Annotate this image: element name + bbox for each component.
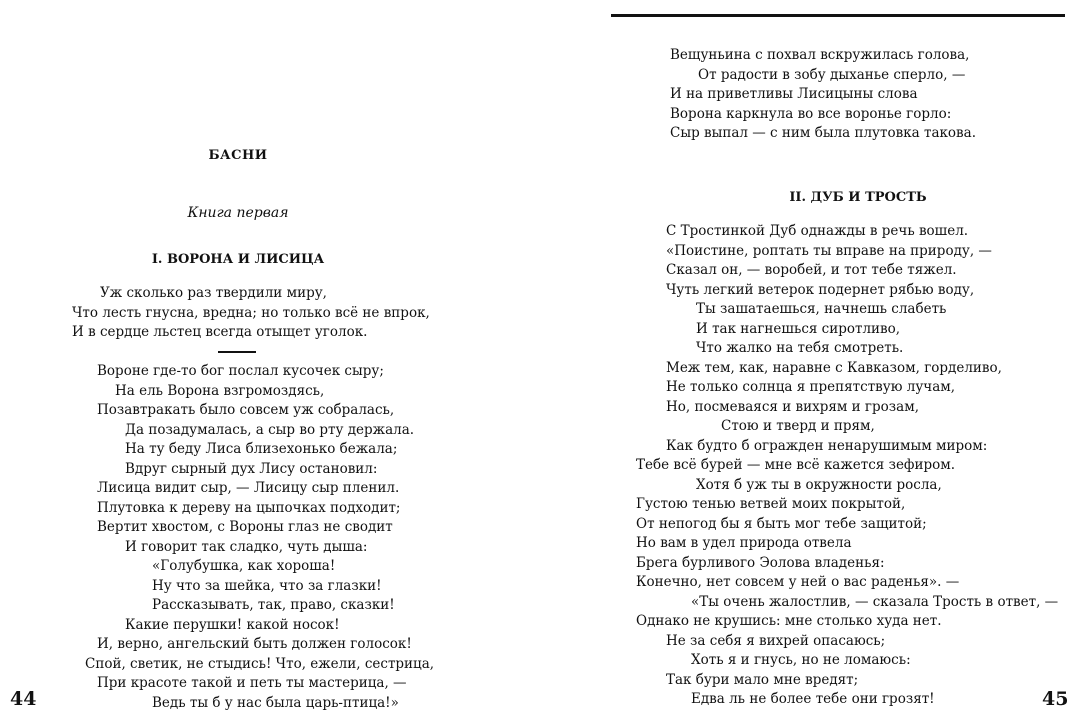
verse-line: Густою тенью ветвей моих покрытой, bbox=[636, 496, 906, 512]
verse-line: Брега бурливого Эолова владенья: bbox=[636, 554, 885, 571]
verse-line: Вдруг сырный дух Лису остановил: bbox=[125, 460, 378, 477]
section-divider bbox=[218, 351, 256, 353]
fable-moral bbox=[72, 284, 430, 343]
fable-title-crow-and-fox: I. ВОРОНА И ЛИСИЦА bbox=[151, 252, 325, 267]
verse-line: От радости в зобу дыханье сперло, — bbox=[698, 66, 966, 83]
verse-line: Чуть легкий ветерок подернет рябью воду, bbox=[666, 281, 975, 298]
verse-line: Не за себя я вихрей опасаюсь; bbox=[666, 632, 886, 649]
verse-line: Вороне где-то бог послал кусочек сыру; bbox=[97, 363, 384, 379]
fable-verses bbox=[636, 222, 1058, 710]
fable-continuation bbox=[670, 46, 976, 144]
verse-line: И в сердце льстец всегда отыщет уголок. bbox=[72, 324, 368, 340]
verse-line: Лисица видит сыр, — Лисицу сыр пленил. bbox=[97, 480, 400, 496]
fable-verses bbox=[85, 362, 435, 713]
verse-line: От непогод бы я быть мог тебе защитой; bbox=[636, 515, 927, 532]
verse-line: Как будто б огражден ненарушимым миром: bbox=[666, 437, 988, 454]
verse-line: И, верно, ангельский быть должен голосок! bbox=[97, 636, 412, 652]
verse-line: Стою и тверд и прям, bbox=[721, 418, 875, 434]
verse-line: На ель Ворона взгромоздясь, bbox=[115, 382, 325, 399]
verse-line: На ту беду Лиса близехонько бежала; bbox=[125, 441, 398, 457]
verse-line: Какие перушки! какой носок! bbox=[125, 616, 340, 633]
verse-line: Что лесть гнусна, вредна; но только всё не впрок, bbox=[72, 304, 430, 321]
verse-line: Позавтракать было совсем уж собралась, bbox=[97, 402, 395, 418]
verse-line: С Тростинкой Дуб однажды в речь вошел. bbox=[666, 223, 969, 239]
verse-line: Едва ль не более тебе они грозят! bbox=[691, 691, 935, 707]
verse-line: При красоте такой и петь ты мастерица, — bbox=[97, 675, 407, 691]
verse-line: Ведь ты б у нас была царь-птица!» bbox=[152, 694, 399, 711]
verse-line: И так нагнешься сиротливо, bbox=[696, 320, 901, 337]
verse-line: Меж тем, как, наравне с Кавказом, горделиво, bbox=[666, 359, 1002, 376]
verse-line: Ты зашатаешься, начнешь слабеть bbox=[696, 301, 947, 317]
section-title: БАСНИ bbox=[208, 148, 268, 163]
page-number: 44 bbox=[10, 688, 37, 710]
page-number: 45 bbox=[1042, 688, 1069, 710]
book-title: Книга первая bbox=[187, 205, 289, 221]
verse-line: Сказал он, — воробей, и тот тебе тяжел. bbox=[666, 262, 957, 278]
verse-line: Хоть я и гнусь, но не ломаюсь: bbox=[691, 652, 911, 668]
verse-line: Что жалко на тебя смотреть. bbox=[696, 340, 904, 356]
verse-line: Но вам в удел природа отвела bbox=[636, 535, 852, 551]
verse-line: Ворона каркнула во все воронье горло: bbox=[670, 105, 952, 122]
verse-line: Так бури мало мне вредят; bbox=[666, 671, 859, 688]
verse-line: «Поистине, роптать ты вправе на природу, — bbox=[666, 242, 992, 259]
verse-line: Рассказывать, так, право, сказки! bbox=[152, 597, 395, 613]
verse-line: Да позадумалась, а сыр во рту держала. bbox=[125, 421, 415, 438]
verse-line: Тебе всё бурей — мне всё кажется зефиром. bbox=[636, 457, 956, 473]
verse-line: Спой, светик, не стыдись! Что, ежели, сестрица, bbox=[85, 655, 435, 672]
verse-line: И говорит так сладко, чуть дыша: bbox=[125, 538, 368, 555]
verse-line: Однако не крушись: мне столько худа нет. bbox=[636, 613, 942, 629]
verse-line: «Голубушка, как хороша! bbox=[152, 558, 336, 574]
verse-line: Уж сколько раз твердили миру, bbox=[100, 285, 327, 301]
verse-line: Хотя б уж ты в окружности росла, bbox=[696, 476, 942, 493]
verse-line: И на приветливы Лисицыны слова bbox=[670, 86, 918, 102]
right-page bbox=[538, 0, 1076, 724]
verse-line: Не только солнца я препятствую лучам, bbox=[666, 379, 956, 395]
verse-line: Сыр выпал — с ним была плутовка такова. bbox=[670, 125, 976, 141]
verse-line: Конечно, нет совсем у ней о вас раденья». — bbox=[636, 574, 960, 590]
verse-line: Плутовка к дереву на цыпочках подходит; bbox=[97, 499, 401, 516]
fable-title-oak-and-reed: II. ДУБ И ТРОСТЬ bbox=[789, 190, 927, 205]
verse-line: Ну что за шейка, что за глазки! bbox=[152, 577, 382, 594]
verse-line: Но, посмеваяся и вихрям и грозам, bbox=[666, 398, 919, 415]
verse-line: Вертит хвостом, с Вороны глаз не сводит bbox=[97, 519, 393, 535]
verse-line: «Ты очень жалостлив, — сказала Трость в ответ, — bbox=[691, 593, 1059, 610]
verse-line: Вещуньина с похвал вскружилась голова, bbox=[670, 47, 970, 63]
header-rule bbox=[611, 14, 1065, 17]
